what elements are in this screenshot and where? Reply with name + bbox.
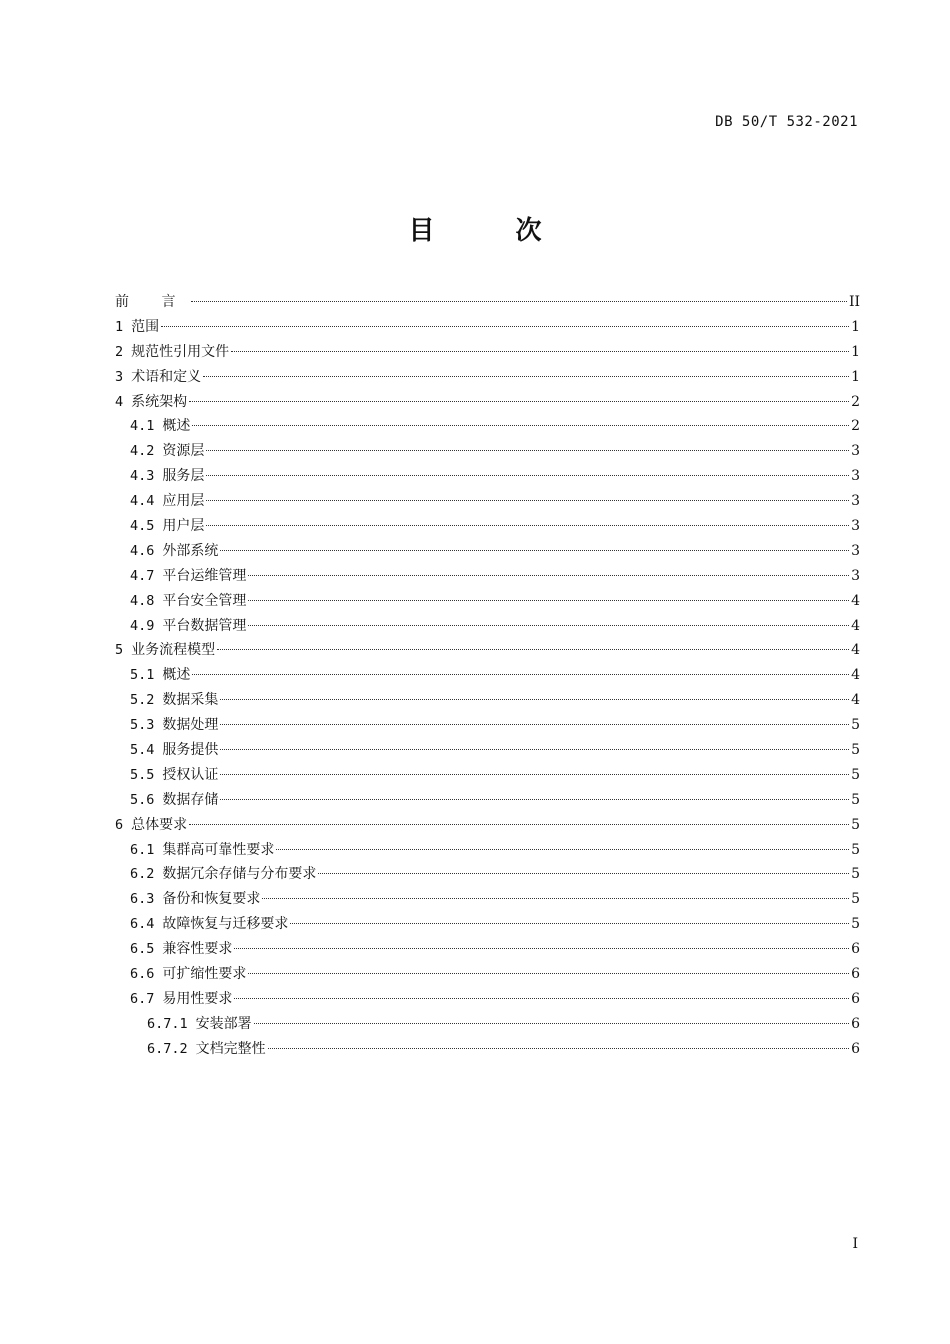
toc-entry-page: 5	[851, 891, 860, 908]
toc-entry-number: 6.7.2	[147, 1040, 188, 1057]
toc-dot-leader	[248, 973, 849, 974]
toc-entry-page: 6	[851, 990, 860, 1007]
toc-entry-title: 易用性要求	[162, 990, 233, 1007]
toc-entry-number: 4.8	[130, 592, 155, 609]
toc-entry-number: 6.1	[130, 841, 155, 858]
toc-entry-title: 平台数据管理	[162, 617, 247, 634]
toc-entry[interactable]	[115, 912, 860, 937]
toc-dot-leader	[220, 799, 849, 800]
toc-entry-number: 6.6	[130, 966, 155, 983]
toc-dot-leader	[231, 351, 849, 352]
toc-dot-leader	[220, 724, 849, 725]
toc-entry-page: 6	[851, 1040, 860, 1057]
toc-entry-number: 5.5	[130, 766, 155, 783]
toc-dot-leader	[192, 425, 849, 426]
toc-entry-title: 前 言	[115, 294, 190, 310]
toc-dot-leader	[220, 550, 849, 551]
toc-entry-page: 3	[851, 567, 860, 584]
toc-entry-title: 数据采集	[162, 692, 219, 709]
toc-entry-title: 授权认证	[162, 766, 219, 783]
toc-dot-leader	[248, 625, 849, 626]
toc-dot-leader	[248, 600, 849, 601]
toc-entry-number: 4.1	[130, 418, 155, 435]
toc-dot-leader	[268, 1048, 849, 1049]
toc-entry-number: 4.7	[130, 567, 155, 584]
toc-entry-title: 集群高可靠性要求	[162, 841, 275, 858]
toc-entry-page: 4	[851, 667, 860, 684]
toc-entry-number: 4.2	[130, 443, 155, 460]
toc-dot-leader	[220, 749, 849, 750]
toc-entry[interactable]	[115, 838, 860, 863]
toc-entry-title: 概述	[162, 667, 191, 684]
toc-entry-page: 5	[851, 766, 860, 783]
toc-entry-title: 安装部署	[195, 1015, 252, 1032]
toc-entry-page: 5	[851, 742, 860, 759]
toc-entry[interactable]	[115, 564, 860, 589]
toc-dot-leader	[234, 998, 849, 999]
toc-entry-page: 6	[851, 1015, 860, 1032]
toc-entry-page: 3	[851, 542, 860, 559]
toc-dot-leader	[248, 575, 849, 576]
toc-entry-page: 5	[851, 841, 860, 858]
toc-entry-number: 5.1	[130, 667, 155, 684]
toc-title: 目 次	[408, 216, 578, 246]
toc-entry-page: 4	[851, 617, 860, 634]
toc-entry[interactable]	[115, 788, 860, 813]
toc-entry-page: 6	[851, 966, 860, 983]
toc-entry-page: 2	[851, 418, 860, 435]
toc-dot-leader	[220, 774, 849, 775]
toc-entry[interactable]	[115, 514, 860, 539]
toc-dot-leader	[203, 376, 849, 377]
toc-entry-page: 3	[851, 443, 860, 460]
toc-entry[interactable]	[115, 962, 860, 987]
toc-entry-title: 服务提供	[162, 742, 219, 759]
toc-entry-number: 5.6	[130, 791, 155, 808]
toc-entry-title: 备份和恢复要求	[162, 891, 261, 908]
toc-entry[interactable]	[115, 290, 860, 315]
toc-entry-page: 1	[851, 343, 860, 360]
toc-entry-title: 范围	[131, 318, 160, 335]
toc-entry[interactable]	[115, 1012, 860, 1037]
toc-entry-number: 6.2	[130, 866, 155, 883]
toc-entry-page: 2	[851, 393, 860, 410]
toc-entry-title: 总体要求	[131, 816, 188, 833]
toc-dot-leader	[234, 948, 849, 949]
toc-entry-number: 4.3	[130, 468, 155, 485]
toc-dot-leader	[189, 401, 849, 402]
toc-entry[interactable]	[115, 340, 860, 365]
toc-entry[interactable]	[115, 763, 860, 788]
toc-entry-page: 6	[851, 941, 860, 958]
toc-entry-title: 规范性引用文件	[131, 343, 230, 360]
toc-entry-page: 5	[851, 791, 860, 808]
toc-entry-title: 业务流程模型	[131, 642, 216, 659]
toc-entry-number: 6	[115, 816, 124, 833]
toc-entry-number: 4.5	[130, 518, 155, 535]
toc-entry[interactable]	[115, 688, 860, 713]
toc-entry-title: 可扩缩性要求	[162, 966, 247, 983]
toc-entry-number: 4	[115, 393, 124, 410]
toc-entry[interactable]	[115, 390, 860, 415]
toc-entry-title: 数据处理	[162, 717, 219, 734]
toc-dot-leader	[220, 699, 849, 700]
toc-entry-number: 3	[115, 368, 124, 385]
toc-entry[interactable]	[115, 539, 860, 564]
toc-entry-number: 6.4	[130, 916, 155, 933]
toc-entry-page: 5	[851, 816, 860, 833]
toc-entry[interactable]	[115, 614, 860, 639]
toc-entry-number: 6.5	[130, 941, 155, 958]
toc-entry-title: 用户层	[162, 518, 205, 535]
toc-entry[interactable]	[115, 414, 860, 439]
toc-entry-number: 4.6	[130, 542, 155, 559]
toc-entry-page: 5	[851, 717, 860, 734]
toc-entry-page: 4	[851, 692, 860, 709]
toc-entry[interactable]	[115, 813, 860, 838]
toc-entry-title: 系统架构	[131, 393, 188, 410]
toc-entry-title: 术语和定义	[131, 368, 202, 385]
toc-entry-number: 1	[115, 318, 124, 335]
toc-entry[interactable]	[115, 887, 860, 912]
toc-entry[interactable]	[115, 663, 860, 688]
toc-dot-leader	[290, 923, 849, 924]
toc-entry-page: 5	[851, 866, 860, 883]
toc-dot-leader	[206, 500, 849, 501]
toc-entry-title: 平台运维管理	[162, 567, 247, 584]
toc-list	[115, 290, 860, 1062]
toc-entry-title: 文档完整性	[195, 1040, 266, 1057]
toc-entry-number: 4.9	[130, 617, 155, 634]
toc-entry-title: 兼容性要求	[162, 941, 233, 958]
toc-entry-title: 服务层	[162, 468, 205, 485]
toc-dot-leader	[189, 824, 849, 825]
toc-dot-leader	[206, 525, 849, 526]
toc-entry-page: 4	[851, 642, 860, 659]
toc-entry[interactable]	[115, 987, 860, 1012]
document-code: DB 50/T 532-2021	[715, 114, 858, 130]
toc-entry[interactable]	[115, 439, 860, 464]
toc-entry[interactable]	[115, 315, 860, 340]
toc-entry-page: 4	[851, 592, 860, 609]
toc-entry-number: 6.3	[130, 891, 155, 908]
page-number: I	[852, 1236, 858, 1252]
toc-entry-page: 3	[851, 468, 860, 485]
toc-entry-title: 应用层	[162, 493, 205, 510]
toc-dot-leader	[192, 674, 849, 675]
toc-entry-title: 资源层	[162, 443, 205, 460]
toc-entry-title: 平台安全管理	[162, 592, 247, 609]
toc-entry-title: 数据存储	[162, 791, 219, 808]
toc-dot-leader	[206, 475, 849, 476]
toc-dot-leader	[254, 1023, 849, 1024]
toc-entry[interactable]	[115, 937, 860, 962]
toc-entry-number: 5.2	[130, 692, 155, 709]
toc-entry[interactable]	[115, 862, 860, 887]
toc-entry[interactable]	[115, 464, 860, 489]
toc-dot-leader	[318, 873, 849, 874]
toc-entry[interactable]	[115, 489, 860, 514]
toc-dot-leader	[206, 450, 849, 451]
toc-entry-page: 1	[851, 368, 860, 385]
toc-entry-title: 外部系统	[162, 542, 219, 559]
toc-entry[interactable]	[115, 589, 860, 614]
toc-entry-number: 5.4	[130, 742, 155, 759]
toc-entry-title: 数据冗余存储与分布要求	[162, 866, 317, 883]
toc-entry-page: 5	[851, 916, 860, 933]
toc-entry-number: 4.4	[130, 493, 155, 510]
toc-entry[interactable]	[115, 638, 860, 663]
toc-dot-leader	[262, 898, 849, 899]
toc-dot-leader	[191, 301, 846, 302]
toc-dot-leader	[217, 649, 849, 650]
toc-entry-number: 2	[115, 343, 124, 360]
toc-entry-number: 5	[115, 642, 124, 659]
toc-dot-leader	[161, 326, 849, 327]
toc-entry[interactable]	[115, 365, 860, 390]
toc-entry-page: 3	[851, 493, 860, 510]
toc-entry-page: 1	[851, 318, 860, 335]
toc-entry-title: 概述	[162, 418, 191, 435]
toc-entry-page: 3	[851, 518, 860, 535]
toc-entry-title: 故障恢复与迁移要求	[162, 916, 289, 933]
toc-entry[interactable]	[115, 713, 860, 738]
toc-dot-leader	[276, 849, 849, 850]
toc-entry-number: 5.3	[130, 717, 155, 734]
toc-entry[interactable]	[115, 738, 860, 763]
toc-entry-page: II	[848, 294, 860, 310]
toc-entry-number: 6.7	[130, 990, 155, 1007]
toc-entry-number: 6.7.1	[147, 1015, 188, 1032]
toc-entry[interactable]	[115, 1037, 860, 1062]
